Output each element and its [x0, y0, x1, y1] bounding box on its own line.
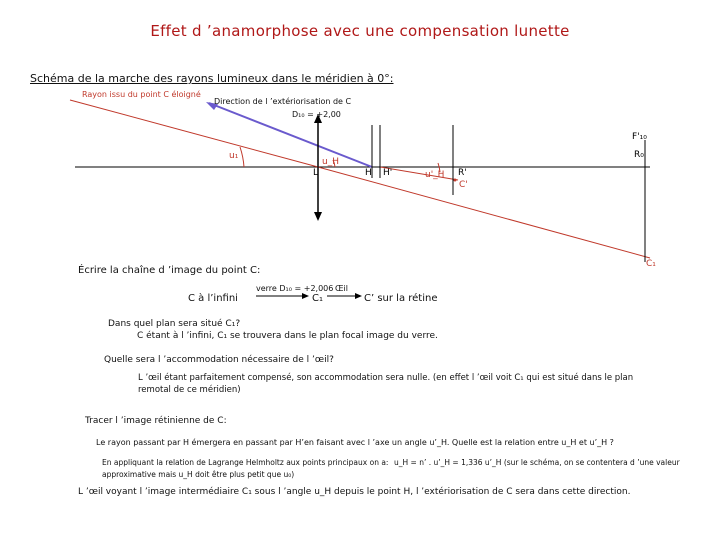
chain-arrow2-head [355, 293, 362, 299]
q1-question: Dans quel plan sera situé C₁? [108, 319, 241, 329]
page-title: Effet d ’anamorphose avec une compensation lunette [150, 22, 570, 40]
ray-label: Rayon issu du point C éloigné [82, 90, 201, 99]
chain-arrow1-head [302, 293, 309, 299]
chain-source: C à l’infini [188, 293, 238, 304]
chain-intermediate: C₁ [312, 293, 323, 304]
chain-arrow1-label: verre D₁₀ = +2,006 [256, 284, 334, 293]
q3-lagrange-left2: approximative mais u_H doit être plus petit que u₀) [102, 470, 295, 479]
label-uph: u'_H [425, 170, 445, 180]
label-uh: u_H [322, 157, 339, 167]
q2-answer-line1: L ’œil étant parfaitement compensé, son accommodation sera nulle. (en effet l ’œil voit C₁ qui est situé dans le plan [138, 373, 634, 383]
label-remote: R₀ [634, 150, 644, 160]
q3-lagrange-right: u_H = n’ . u’_H = 1,336 u’_H (sur le schéma, on se contentera d ’une valeur [394, 458, 680, 467]
q3-question: Tracer l ’image rétinienne de C: [85, 416, 227, 426]
chain-final: C’ sur la rétine [364, 293, 438, 304]
label-h: H [365, 168, 372, 178]
label-c1: C₁ [646, 259, 656, 269]
power-label: D₁₀ = +2,00 [292, 110, 341, 119]
diagram-caption: Schéma de la marche des rayons lumineux dans le méridien à 0°: [30, 72, 394, 85]
q2-question: Quelle sera l ’accommodation nécessaire de l ’œil? [104, 355, 334, 365]
label-cp: C' [459, 180, 468, 190]
label-lens: L [313, 168, 319, 178]
label-hp: H' [383, 168, 393, 178]
label-r: R' [458, 168, 467, 178]
label-u1: u₁ [229, 151, 239, 161]
q2-answer-line2: remotal de ce méridien) [138, 385, 241, 395]
q3-line1: Le rayon passant par H émergera en passant par H’en faisant avec l ’axe un angle u’_H. Quelle est la relation entre u_H et u’_H ? [96, 438, 614, 447]
q1-answer: C étant à l ’infini, C₁ se trouvera dans le plan focal image du verre. [137, 331, 438, 341]
q3-conclusion: L ’œil voyant l ’image intermédiaire C₁ sous l ’angle u_H depuis le point H, l ’extériorisation de C sera dans cette direction. [78, 487, 631, 497]
q3-lagrange-left1: En appliquant la relation de Lagrange Helmholtz aux points principaux on a: [102, 458, 389, 467]
chain-arrow2-label: Œil [335, 284, 349, 293]
chain-heading: Écrire la chaîne d ’image du point C: [78, 265, 261, 276]
label-focal: F'₁₀ [632, 132, 647, 142]
exteriorisation-label: Direction de l ’extériorisation de C [214, 97, 352, 106]
